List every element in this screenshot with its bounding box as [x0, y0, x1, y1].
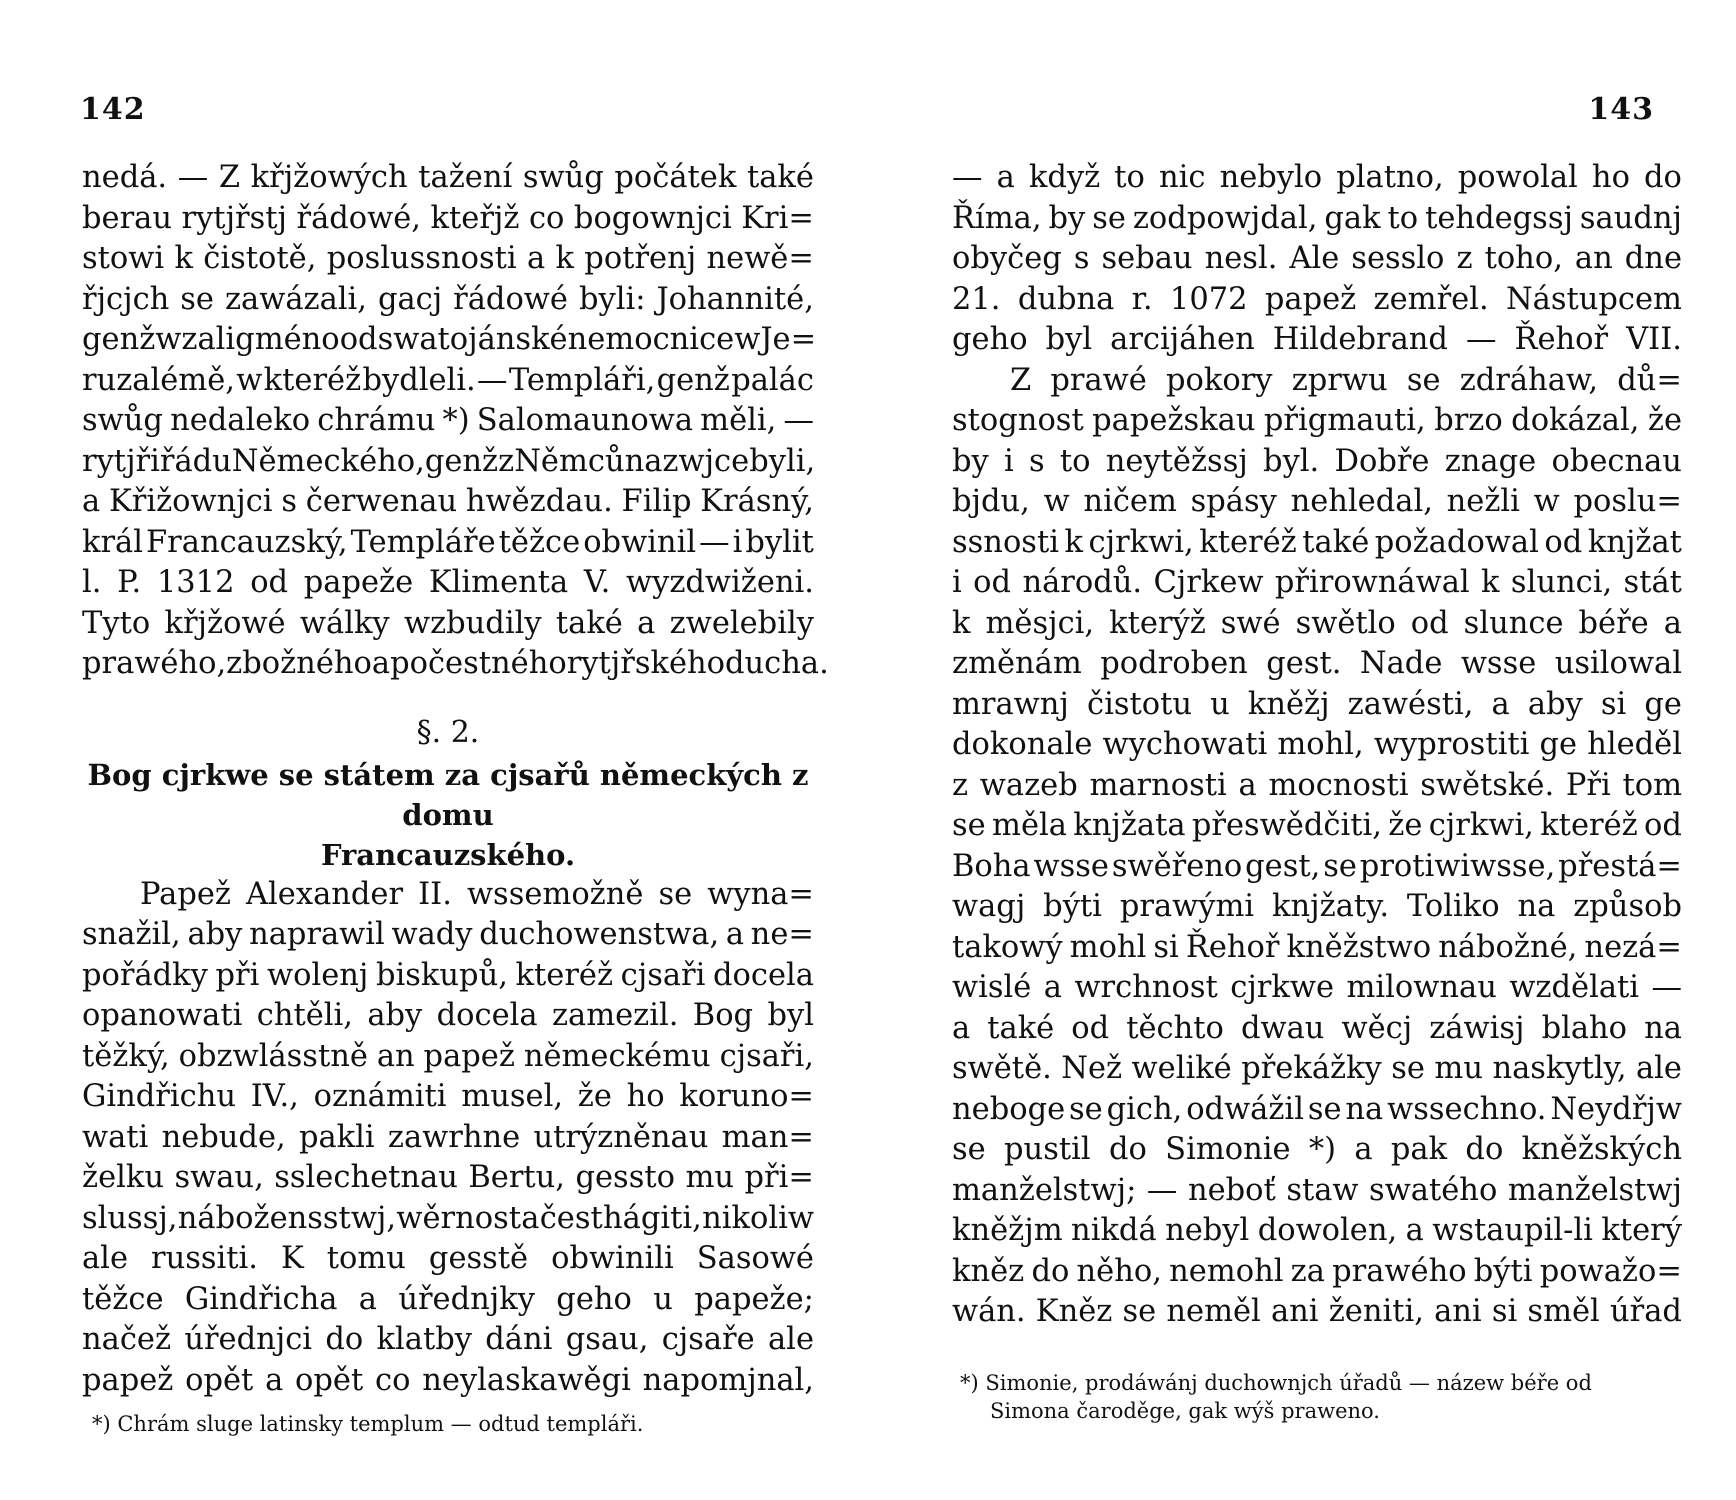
text-block: [82, 158, 829, 1401]
text-line: z wazeb marnosti a mocnosti swětské. Při tom: [952, 767, 1682, 803]
text-line: i od národů. Cjrkew přirownáwal k slunci, stát: [952, 565, 1682, 600]
text-line: opanowati chtěli, aby docela zamezil. Bog byl: [82, 998, 814, 1033]
text-line: 21. dubna r. 1072 papež zemřel. Nástupcem: [952, 281, 1682, 317]
text-block: [952, 158, 1682, 1333]
heading-line: Bog cjrkwe se státem za cjsařů německých z domu: [87, 757, 809, 832]
text-line: takowý mohl si Řehoř kněžstwo nábožné, nezá=: [952, 929, 1682, 965]
text-line: l. P. 1312 od papeže Klimenta V. wyzdwiženi.: [82, 565, 814, 600]
page-number: 143: [1588, 92, 1654, 127]
text-line: pořádky při wolenj biskupů, kteréž cjsaři docela: [82, 957, 814, 993]
text-line: mrawnj čistotu u kněžj zawésti, a aby si ge: [952, 686, 1682, 722]
text-line: Z prawé pokory zprwu se zdráhaw, dů=: [1010, 362, 1682, 398]
text-line: wagj býti prawými knjžaty. Toliko na způsob: [952, 889, 1682, 924]
section-heading: [82, 755, 814, 875]
text-line: wán. Kněz se neměl ani ženiti, ani si směl úřad: [952, 1294, 1682, 1329]
text-line: změnám podroben gest. Nade wsse usilowal: [952, 646, 1682, 681]
text-line: neboge se gich, odwážil se na wssechno. Neydřjw: [952, 1091, 1682, 1127]
text-line: berau rytjřstj řádowé, kteřjž co bogownjci Kri=: [82, 200, 814, 236]
text-line: geho byl arcijáhen Hildebrand — Řehoř VII.: [952, 322, 1682, 357]
text-line: slussj, nábožensstwj, wěrnost a čest hágiti, nikoliw: [82, 1200, 814, 1236]
text-line: želku swau, sslechetnau Bertu, gessto mu při=: [82, 1160, 814, 1195]
text-line: prawého, zbožného a počestného rytjřského ducha.: [82, 646, 829, 681]
paragraph: [82, 158, 829, 685]
text-line: ruzalémě, w kteréž bydleli. — Templáři, genž palác: [82, 362, 814, 398]
text-line: — a když to nic nebylo platno, powolal ho do: [952, 160, 1682, 195]
text-line: těžký, obzwlásstně an papež německému cjsaři,: [82, 1038, 814, 1074]
text-line: Tyto křjžowé wálky wzbudily také a zwelebily: [82, 605, 814, 641]
text-line: stowi k čistotě, poslussnosti a k potřenj newě=: [82, 241, 814, 276]
text-line: obyčeg s sebau nesl. Ale sesslo z toho, an dne: [952, 241, 1682, 276]
text-line: se pustil do Simonie *) a pak do kněžských: [952, 1132, 1682, 1167]
text-line: kněz do něho, nemohl za prawého býti powažo=: [952, 1253, 1682, 1289]
text-line: řjcjch se zawázali, gacj řádowé byli: Johannité,: [82, 281, 814, 317]
text-line: k měsjci, kterýž swé swětlo od slunce béře a: [952, 605, 1682, 641]
text-line: Gindřichu IV., oznámiti musel, že ho koruno=: [82, 1079, 814, 1114]
footnote: [960, 1369, 1592, 1425]
text-line: rytjři řádu Německého, genž z Němců nazwjce byli,: [82, 443, 816, 479]
text-line: nedá. — Z křjžowých tažení swůg počátek také: [82, 160, 814, 195]
page-number: 142: [80, 92, 146, 127]
text-line: ale russiti. K tomu gesstě obwinili Sasowé: [82, 1241, 814, 1276]
text-line: král Francauzský, Templáře těžce obwinil — i bylit: [82, 524, 814, 560]
paragraph: [952, 158, 1682, 361]
text-line: Boha wsse swěřeno gest, se protiwiwsse, přestá=: [952, 848, 1682, 884]
footnote: *) Chrám sluge latinsky templum — odtud templáři.: [92, 1412, 644, 1436]
footnote-line: *) Simonie, prodáwánj duchownjch úřadů — názew béře od: [960, 1371, 1592, 1395]
paragraph: [82, 875, 814, 1402]
text-line: papež opět a opět co neylaskawěgi napomjnal,: [82, 1362, 814, 1398]
footnote-line: Simona čaroděge, gak wýš praweno.: [990, 1399, 1380, 1423]
text-line: stognost papežskau přigmauti, brzo dokázal, že: [952, 403, 1682, 438]
text-line: dokonale wychowati mohl, wyprostiti ge hleděl: [952, 727, 1682, 762]
text-line: manželstwj; — neboť staw swatého manželstwj: [952, 1172, 1682, 1208]
paragraph: [952, 361, 1682, 1333]
text-line: genž wzali gméno od swatojánské nemocnice w Je=: [82, 322, 817, 357]
text-line: snažil, aby naprawil wady duchowenstwa, a ne=: [82, 917, 814, 952]
section-mark: §. 2.: [416, 714, 480, 750]
text-line: a také od těchto dwau wěcj záwisj blaho na: [952, 1010, 1682, 1046]
text-line: by i s to neytěžssj byl. Dobře znage obecnau: [952, 443, 1682, 479]
text-line: wislé a wrchnost cjrkwe milownau wzdělati —: [952, 970, 1682, 1005]
text-line: těžce Gindřicha a úřednjky geho u papeže;: [82, 1281, 814, 1317]
text-line: ssnosti k cjrkwi, kteréž také požadowal od knjžat: [952, 524, 1682, 560]
text-line: načež úřednjci do klatby dáni gsau, cjsaře ale: [82, 1322, 814, 1357]
right-page: [868, 0, 1736, 1500]
text-line: se měla knjžata přeswědčiti, že cjrkwi, kteréž od: [952, 808, 1682, 843]
text-line: swůg nedaleko chrámu *) Salomaunowa měli, —: [82, 403, 814, 438]
text-line: wati nebude, pakli zawrhne utrýzněnau man=: [82, 1119, 814, 1155]
text-line: a Křižownjci s čerwenau hwězdau. Filip Krásný,: [82, 484, 814, 519]
text-line: Říma, by se zodpowjdal, gak to tehdegssj saudnj: [952, 200, 1682, 236]
text-line: swětě. Než weliké překážky se mu naskytly, ale: [952, 1051, 1682, 1086]
text-line: bjdu, w ničem spásy nehledal, nežli w poslu=: [952, 484, 1682, 519]
text-line: kněžjm nikdá nebyl dowolen, a wstaupil-li který: [952, 1213, 1682, 1248]
heading-line: Francauzského.: [320, 837, 576, 872]
text-line: Papež Alexander II. wssemožně se wyna=: [140, 876, 814, 912]
